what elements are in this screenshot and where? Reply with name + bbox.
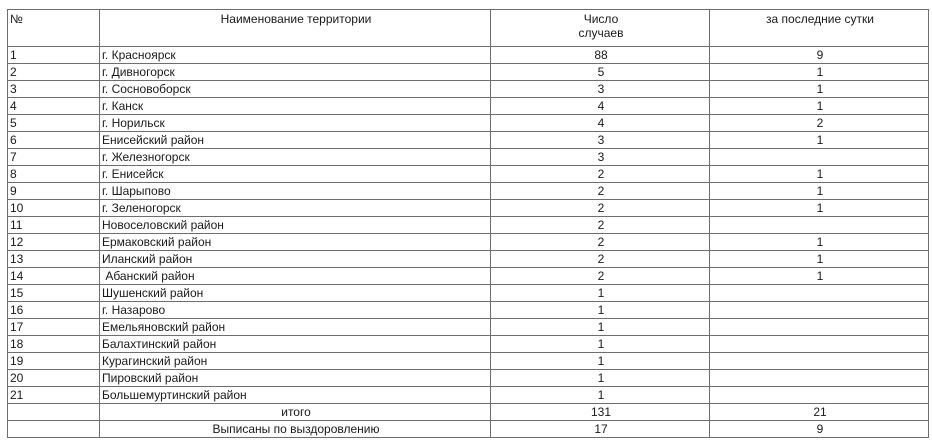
row-num: 10 — [8, 200, 100, 217]
row-territory: Большемуртинский район — [100, 387, 491, 404]
table-row — [8, 387, 929, 404]
recovered-row — [8, 421, 929, 438]
row-territory: Иланский район — [100, 251, 491, 268]
recovered-label: Выписаны по выздоровлению — [100, 421, 491, 438]
row-territory: г. Сосновоборск — [100, 81, 491, 98]
row-cases: 2 — [491, 200, 710, 217]
table-row — [8, 166, 929, 183]
row-last-day: 1 — [710, 268, 929, 285]
table-row — [8, 251, 929, 268]
row-territory: г. Железногорск — [100, 149, 491, 166]
row-num: 4 — [8, 98, 100, 115]
row-num: 15 — [8, 285, 100, 302]
table-row — [8, 98, 929, 115]
table-body — [8, 47, 929, 438]
header-cases — [491, 10, 710, 47]
row-last-day: 1 — [710, 64, 929, 81]
row-num: 6 — [8, 132, 100, 149]
row-num: 18 — [8, 336, 100, 353]
row-last-day — [710, 285, 929, 302]
cases-table — [7, 9, 929, 438]
header-last-day: за последние сутки — [710, 10, 929, 47]
row-cases: 2 — [491, 251, 710, 268]
row-num: 14 — [8, 268, 100, 285]
row-last-day: 9 — [710, 47, 929, 64]
header-num: № — [8, 10, 100, 47]
row-num: 11 — [8, 217, 100, 234]
row-cases: 1 — [491, 336, 710, 353]
row-cases: 2 — [491, 234, 710, 251]
row-cases: 2 — [491, 183, 710, 200]
row-last-day: 1 — [710, 98, 929, 115]
total-last-day: 21 — [710, 404, 929, 421]
row-territory: Емельяновский район — [100, 319, 491, 336]
row-territory: Шушенский район — [100, 285, 491, 302]
table-row — [8, 183, 929, 200]
row-territory: г. Назарово — [100, 302, 491, 319]
row-cases: 1 — [491, 370, 710, 387]
row-num: 20 — [8, 370, 100, 387]
table-row — [8, 47, 929, 64]
header-cases-line1: Число — [583, 12, 619, 26]
row-territory: Курагинский район — [100, 353, 491, 370]
table-row — [8, 285, 929, 302]
row-territory: г. Канск — [100, 98, 491, 115]
row-last-day: 1 — [710, 166, 929, 183]
row-num: 1 — [8, 47, 100, 64]
row-num: 7 — [8, 149, 100, 166]
table-row — [8, 132, 929, 149]
row-last-day: 2 — [710, 115, 929, 132]
row-last-day — [710, 370, 929, 387]
row-cases: 1 — [491, 353, 710, 370]
row-territory: Балахтинский район — [100, 336, 491, 353]
row-cases: 1 — [491, 319, 710, 336]
row-territory: Новоселовский район — [100, 217, 491, 234]
row-cases: 2 — [491, 166, 710, 183]
row-last-day: 1 — [710, 200, 929, 217]
row-num: 8 — [8, 166, 100, 183]
row-cases: 4 — [491, 115, 710, 132]
table-row — [8, 217, 929, 234]
table-row — [8, 336, 929, 353]
row-territory: Абанский район — [100, 268, 491, 285]
row-last-day — [710, 302, 929, 319]
row-territory: Ермаковский район — [100, 234, 491, 251]
row-territory: Пировский район — [100, 370, 491, 387]
row-num: 12 — [8, 234, 100, 251]
row-last-day: 1 — [710, 251, 929, 268]
row-territory: г. Шарыпово — [100, 183, 491, 200]
row-num: 13 — [8, 251, 100, 268]
row-territory: Енисейский район — [100, 132, 491, 149]
table-row — [8, 115, 929, 132]
row-last-day — [710, 336, 929, 353]
row-num: 17 — [8, 319, 100, 336]
row-territory: г. Зеленогорск — [100, 200, 491, 217]
header-cases-line2: случаев — [578, 26, 624, 40]
row-last-day: 1 — [710, 183, 929, 200]
row-cases: 1 — [491, 302, 710, 319]
table-row — [8, 370, 929, 387]
row-territory: г. Дивногорск — [100, 64, 491, 81]
table-row — [8, 268, 929, 285]
row-num: 5 — [8, 115, 100, 132]
table-row — [8, 64, 929, 81]
table-row — [8, 200, 929, 217]
table-row — [8, 353, 929, 370]
row-last-day: 1 — [710, 234, 929, 251]
row-cases: 3 — [491, 132, 710, 149]
table-row — [8, 234, 929, 251]
row-last-day — [710, 217, 929, 234]
table-header-row — [8, 10, 929, 47]
row-last-day: 1 — [710, 81, 929, 98]
recovered-last-day: 9 — [710, 421, 929, 438]
row-cases: 1 — [491, 387, 710, 404]
table-row — [8, 149, 929, 166]
row-territory: г. Красноярск — [100, 47, 491, 64]
row-num: 3 — [8, 81, 100, 98]
row-territory: г. Норильск — [100, 115, 491, 132]
row-last-day — [710, 319, 929, 336]
row-cases: 1 — [491, 285, 710, 302]
total-cases: 131 — [491, 404, 710, 421]
row-num: 16 — [8, 302, 100, 319]
row-cases: 3 — [491, 149, 710, 166]
row-cases: 88 — [491, 47, 710, 64]
total-row — [8, 404, 929, 421]
row-territory: г. Енисейск — [100, 166, 491, 183]
row-last-day — [710, 353, 929, 370]
document-body — [7, 9, 929, 438]
row-cases: 3 — [491, 81, 710, 98]
row-num: 2 — [8, 64, 100, 81]
table-row — [8, 81, 929, 98]
row-cases: 4 — [491, 98, 710, 115]
row-num: 9 — [8, 183, 100, 200]
row-cases: 2 — [491, 268, 710, 285]
row-num: 21 — [8, 387, 100, 404]
row-cases: 5 — [491, 64, 710, 81]
table-row — [8, 302, 929, 319]
total-label: итого — [100, 404, 491, 421]
row-last-day — [710, 149, 929, 166]
header-territory: Наименование территории — [100, 10, 491, 47]
recovered-cases: 17 — [491, 421, 710, 438]
row-num: 19 — [8, 353, 100, 370]
row-last-day — [710, 387, 929, 404]
recovered-num-cell — [8, 421, 100, 438]
row-cases: 2 — [491, 217, 710, 234]
row-last-day: 1 — [710, 132, 929, 149]
table-row — [8, 319, 929, 336]
total-num-cell — [8, 404, 100, 421]
